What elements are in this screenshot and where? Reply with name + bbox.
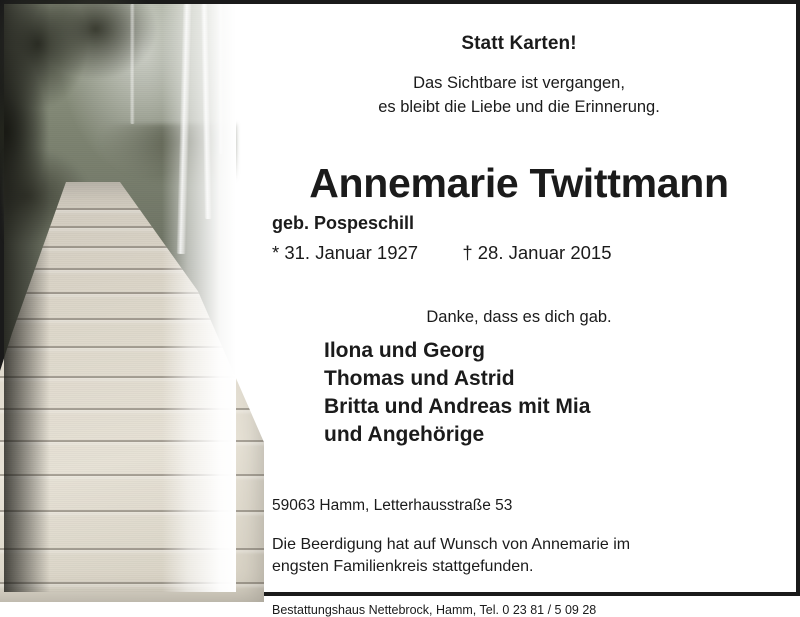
photo-right-fade [162, 4, 236, 592]
deceased-name: Annemarie Twittmann [309, 159, 729, 206]
memorial-motto [268, 72, 770, 120]
statt-karten-heading: Statt Karten! [461, 33, 577, 54]
thanks-line: Danke, dass es dich gab. [426, 307, 612, 326]
life-dates [268, 242, 770, 264]
list-item: und Angehörige [324, 422, 485, 446]
mourning-address: 59063 Hamm, Letterhausstraße 53 [272, 496, 513, 514]
birth-date: * 31. Januar 1927 [272, 241, 419, 263]
funeral-home-credit: Bestattungshaus Nettebrock, Hamm, Tel. 0 23 81 / 5 09 28 [272, 603, 597, 617]
maiden-name: geb. Pospeschill [272, 212, 415, 233]
burial-notice [268, 534, 770, 579]
memorial-photo [4, 4, 236, 592]
list-item: Ilona und Georg [324, 338, 485, 362]
burial-line-2: engsten Familienkreis stattgefunden. [272, 557, 534, 575]
motto-line-1: Das Sichtbare ist vergangen, [413, 74, 625, 92]
obituary-text-column [236, 4, 796, 617]
motto-line-2: es bleibt die Liebe und die Erinnerung. [378, 97, 660, 116]
death-date: † 28. Januar 2015 [462, 241, 612, 263]
list-item: Britta und Andreas mit Mia [324, 394, 591, 418]
family-members-list [268, 337, 770, 449]
list-item: Thomas und Astrid [324, 366, 515, 390]
card-inner [4, 4, 796, 617]
burial-line-1: Die Beerdigung hat auf Wunsch von Annemarie im [272, 535, 631, 553]
